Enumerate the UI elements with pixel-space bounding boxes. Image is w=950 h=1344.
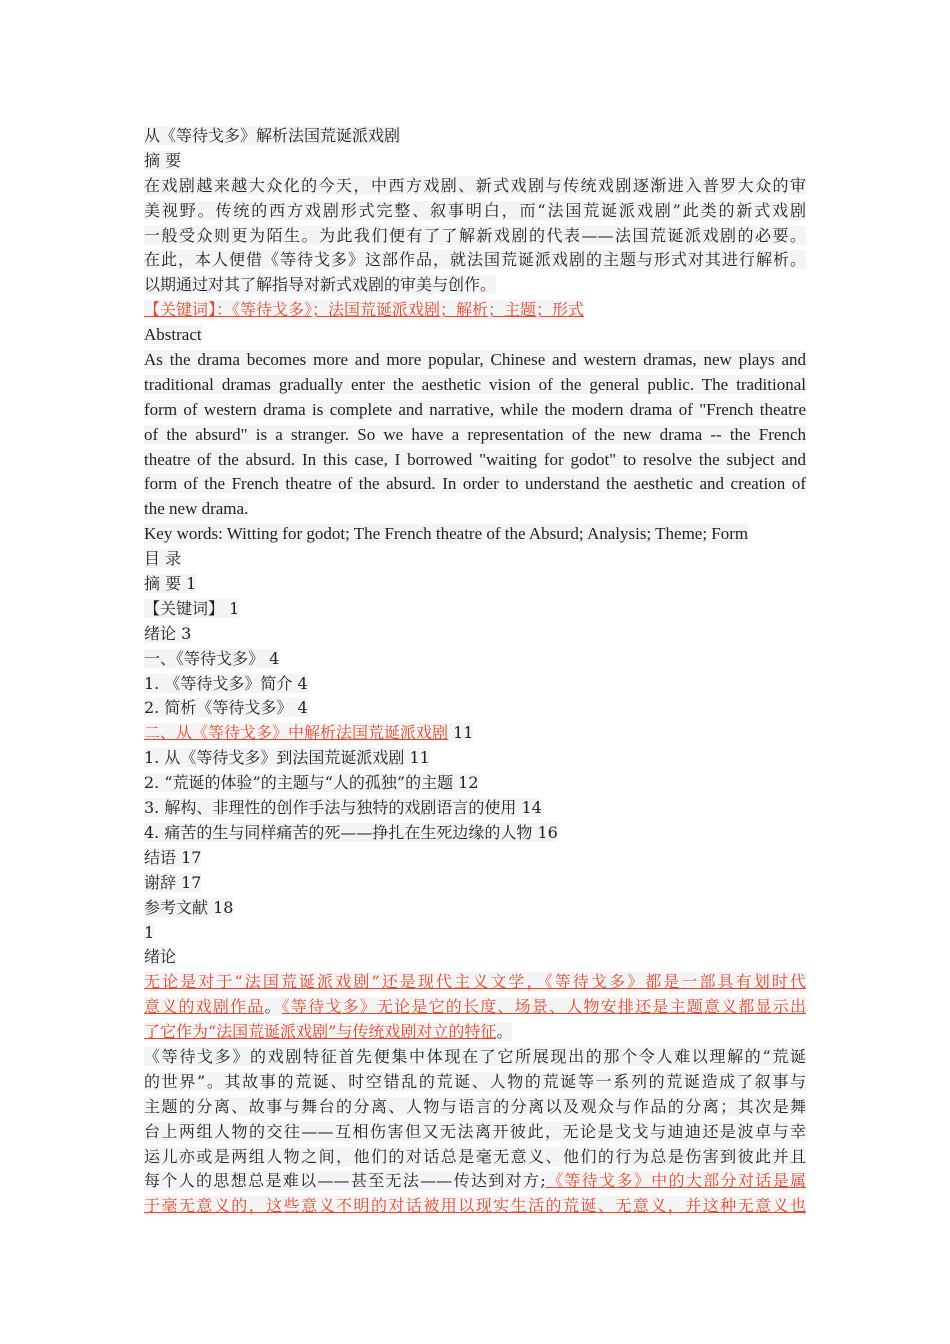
text-line: [144, 348, 806, 373]
text-segment: 主题的分离、故事与舞台的分离、人物与语言的分离以及观众与作品的分离；其次是舞: [144, 1096, 806, 1116]
marked-text: 无论是对于“法国荒诞派戏剧”还是现代主义文学，《等待戈多》都是一部具有划时代: [144, 972, 806, 992]
text-segment: 目 录: [144, 549, 182, 569]
text-line: [144, 448, 806, 473]
marked-text: 意义的戏剧作品: [144, 997, 265, 1017]
text-line: [144, 199, 806, 224]
text-segment: 一般受众则更为陌生。为此我们便有了了解新戏剧的代表——法国荒诞派戏剧的必要。: [144, 225, 806, 245]
text-line: [144, 696, 806, 721]
text-line: [144, 373, 806, 398]
text-line: [144, 821, 806, 846]
text-line: [144, 1020, 806, 1045]
text-segment: 1. 从《等待戈多》到法国荒诞派戏剧 11: [144, 748, 430, 768]
text-segment: 绪论 3: [144, 623, 192, 643]
text-segment: 参考文献 18: [144, 897, 234, 917]
text-segment: 。: [264, 997, 282, 1017]
text-line: [144, 1194, 806, 1219]
text-segment: 以期通过对其了解指导对新式戏剧的审美与创作。: [144, 275, 497, 295]
text-line: [144, 497, 806, 522]
text-segment: of the absurd" is a stranger. So we have a representation of the new drama -- the French: [144, 424, 806, 444]
text-segment: traditional dramas gradually enter the aesthetic vision of the general public. The traditional: [144, 374, 806, 394]
text-line: [144, 572, 806, 597]
text-segment: 从《等待戈多》解析法国荒诞派戏剧: [144, 126, 401, 145]
text-line: [144, 1045, 806, 1070]
text-line: [144, 224, 806, 249]
text-line: [144, 796, 806, 821]
text-line: [144, 921, 806, 946]
text-segment: form of the French theatre of the absurd. In order to understand the aesthetic and creation of: [144, 474, 806, 494]
text-segment: 美视野。传统的西方戏剧形式完整、叙事明白，而“法国荒诞派戏剧”此类的新式戏剧: [144, 200, 806, 220]
text-segment: 3. 解构、非理性的创作手法与独特的戏剧语言的使用 14: [144, 798, 542, 818]
marked-text: 于毫无意义的，这些意义不明的对话被用以现实生活的荒诞、无意义，并这种无意义也: [144, 1196, 806, 1216]
text-line: [144, 273, 806, 298]
marked-text: 了它作为“法国荒诞派戏剧”与传统戏剧对立的特征: [144, 1022, 497, 1042]
text-segment: 11: [448, 723, 474, 743]
text-segment: 每个人的思想总是难以——甚至无法——传达到对方;: [144, 1171, 546, 1191]
text-segment: 在此，本人便借《等待戈多》这部作品，就法国荒诞派戏剧的主题与形式对其进行解析。: [144, 250, 806, 270]
text-line: [144, 124, 806, 149]
text-line: [144, 174, 806, 199]
text-segment: 谢辞 17: [144, 872, 202, 892]
text-segment: 结语 17: [144, 847, 202, 867]
text-line: [144, 323, 806, 348]
text-segment: 的世界”。其故事的荒诞、时空错乱的荒诞、人物的荒诞等一系列的荒诞造成了叙事与: [144, 1071, 806, 1091]
text-segment: 一、《等待戈多》 4: [144, 648, 280, 668]
text-segment: theatre of the absurd. In this case, I borrowed "waiting for godot" to resolve the subject and: [144, 449, 806, 469]
text-line: [144, 647, 806, 672]
text-line: [144, 1145, 806, 1170]
text-line: [144, 622, 806, 647]
text-segment: 摘 要: [144, 150, 182, 170]
text-line: [144, 1070, 806, 1095]
text-segment: the new drama.: [144, 499, 249, 519]
text-line: [144, 248, 806, 273]
text-line: [144, 721, 806, 746]
marked-text: 《等待戈多》无论是它的长度、场景、人物安排还是主题意义都显示出: [281, 997, 806, 1017]
text-line: [144, 995, 806, 1020]
text-segment: 2. 简析《等待戈多》 4: [144, 698, 308, 718]
text-segment: 《等待戈多》的戏剧特征首先便集中体现在了它所展现出的那个令人难以理解的“荒诞: [144, 1046, 806, 1066]
text-line: [144, 423, 806, 448]
text-line: [144, 1169, 806, 1194]
text-segment: 2. “荒诞的体验”的主题与“人的孤独”的主题 12: [144, 773, 479, 793]
text-segment: 运儿亦或是两组人物之间，他们的对话总是毫无意义、他们的行为总是伤害到彼此并且: [144, 1146, 806, 1166]
marked-text: 【关键词】：《等待戈多》；法国荒诞派戏剧；解析；主题；形式: [144, 300, 585, 320]
text-line: [144, 746, 806, 771]
text-segment: 4. 痛苦的生与同样痛苦的死——挣扎在生死边缘的人物 16: [144, 822, 558, 842]
text-segment: As the drama becomes more and more popular, Chinese and western dramas, new plays and: [144, 350, 806, 370]
text-line: [144, 547, 806, 572]
text-segment: 1. 《等待戈多》简介 4: [144, 673, 308, 693]
text-line: [144, 1120, 806, 1145]
text-line: [144, 672, 806, 697]
text-segment: 【关键词】 1: [144, 598, 240, 618]
text-line: [144, 896, 806, 921]
text-segment: 绪论: [144, 947, 177, 967]
marked-text: 二、从《等待戈多》中解析法国荒诞派戏剧: [144, 723, 449, 743]
text-line: [144, 149, 806, 174]
text-segment: Key words: Witting for godot; The French theatre of the Absurd; Analysis; Theme; Form: [144, 524, 749, 544]
text-segment: 在戏剧越来越大众化的今天，中西方戏剧、新式戏剧与传统戏剧逐渐进入普罗大众的审: [144, 175, 806, 195]
text-line: [144, 945, 806, 970]
text-line: [144, 771, 806, 796]
text-line: [144, 522, 806, 547]
text-line: [144, 398, 806, 423]
text-segment: Abstract: [144, 325, 202, 345]
document-page: [144, 124, 806, 1219]
text-segment: 。: [496, 1022, 513, 1042]
text-line: [144, 472, 806, 497]
text-line: [144, 1095, 806, 1120]
text-line: [144, 298, 806, 323]
text-line: [144, 970, 806, 995]
marked-text: 《等待戈多》中的大部分对话是属: [545, 1171, 806, 1191]
text-segment: 1: [144, 922, 155, 942]
text-line: [144, 597, 806, 622]
text-line: [144, 871, 806, 896]
text-segment: 摘 要 1: [144, 574, 197, 594]
text-line: [144, 846, 806, 871]
text-segment: form of western drama is complete and narrative, while the modern drama of "French theatre: [144, 399, 806, 419]
text-segment: 台上两组人物的交往——互相伤害但又无法离开彼此，无论是戈戈与迪迪还是波卓与幸: [144, 1121, 806, 1141]
